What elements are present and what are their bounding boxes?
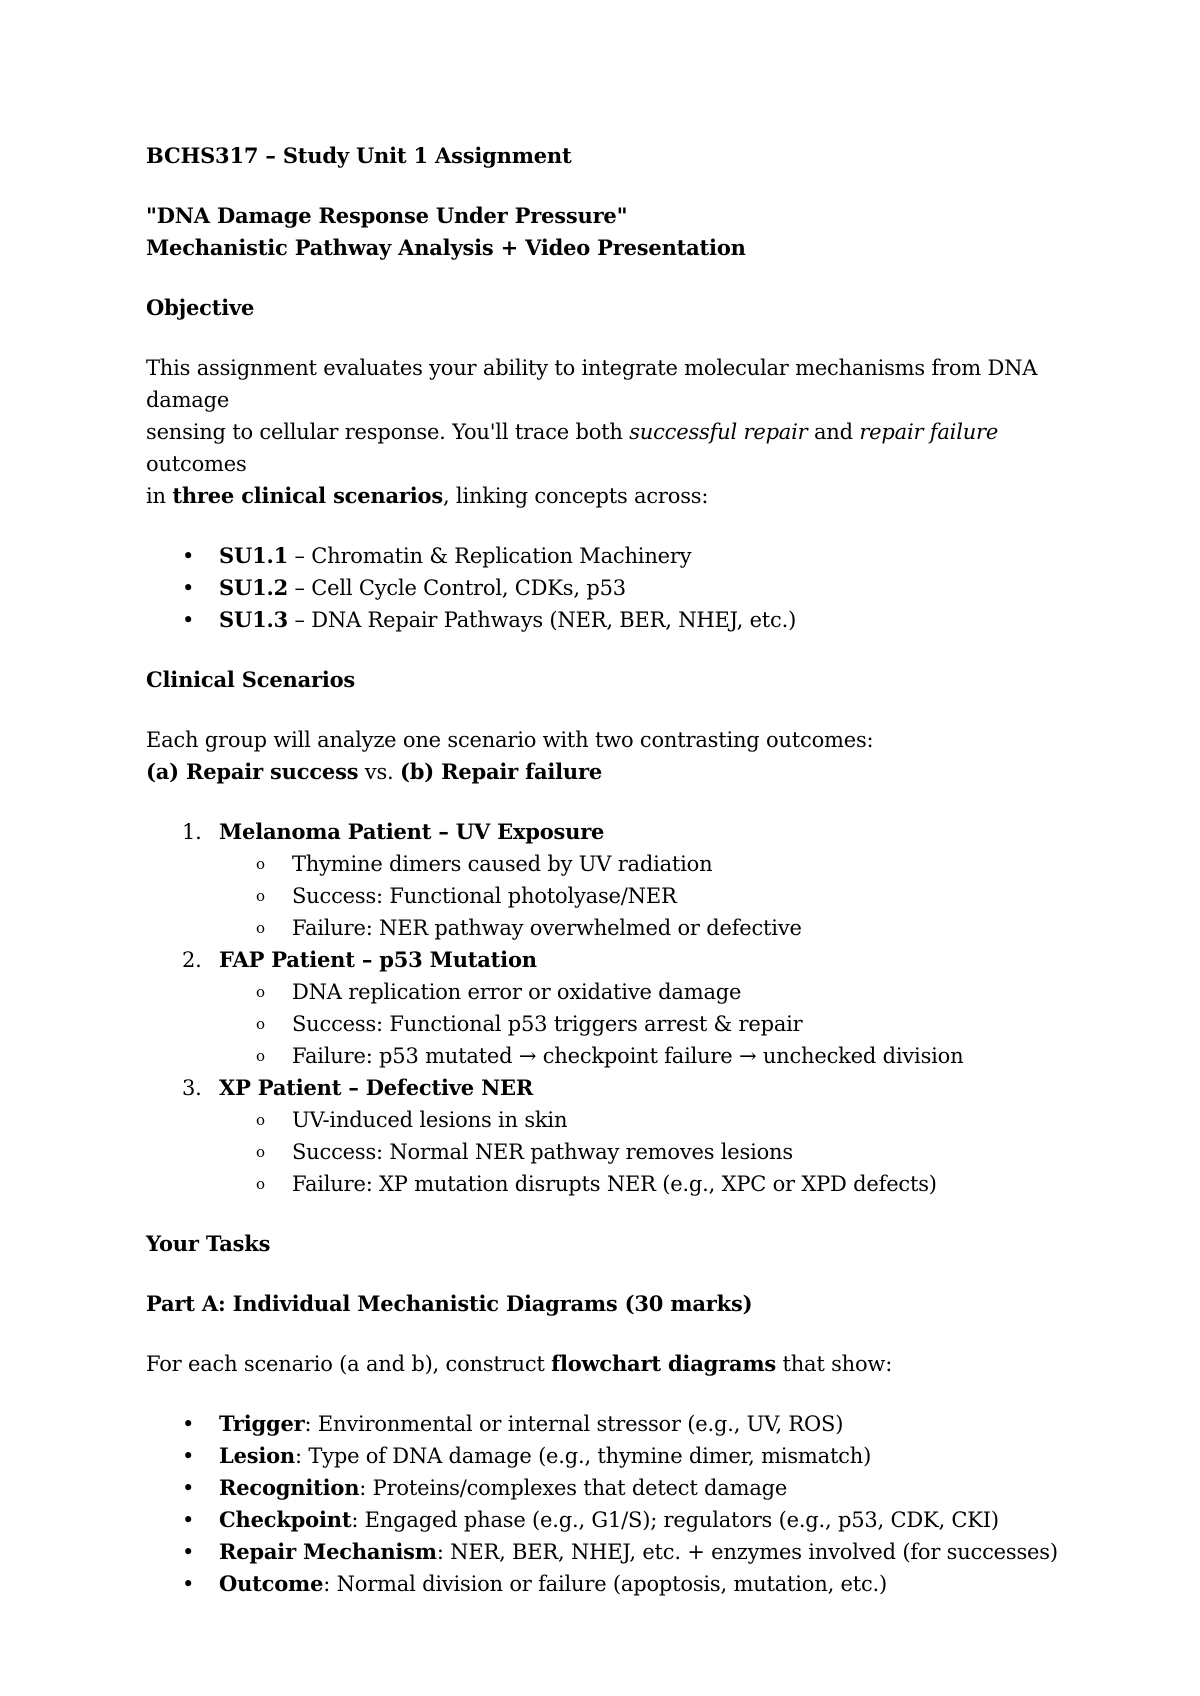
list-item: • Trigger: Environmental or internal stressor (e.g., UV, ROS) bbox=[146, 1408, 1096, 1440]
list-item: • Outcome: Normal division or failure (apoptosis, mutation, etc.) bbox=[146, 1568, 1096, 1600]
list-item: o Success: Functional photolyase/NER bbox=[146, 880, 1096, 912]
scenario-title: FAP Patient – p53 Mutation bbox=[219, 947, 537, 972]
document-title: BCHS317 – Study Unit 1 Assignment bbox=[146, 143, 572, 168]
objective-paragraph bbox=[146, 352, 1096, 512]
list-item: o UV-induced lesions in skin bbox=[146, 1104, 1096, 1136]
objective-line-1: This assignment evaluates your ability to integrate molecular mechanisms from DNA damage bbox=[146, 356, 1038, 412]
tasks-heading: Your Tasks bbox=[146, 1231, 271, 1256]
scenario-points bbox=[219, 848, 1096, 944]
objective-line-2: sensing to cellular response. You'll trace both successful repair and repair failure outcomes bbox=[146, 420, 999, 476]
scenario-points bbox=[219, 976, 1096, 1072]
list-item: 1. Melanoma Patient – UV Exposure o Thymine dimers caused by UV radiation o Success: Functional photolyase/NER o Failure: NER pathway overwhelmed or defective bbox=[146, 816, 1096, 944]
list-item: 2. FAP Patient – p53 Mutation o DNA replication error or oxidative damage o Success: Functional p53 triggers arrest & repair o Failure: p53 mutated → checkpoint failure → unchecked division bbox=[146, 944, 1096, 1072]
diagram-elements-list bbox=[146, 1408, 1096, 1600]
assignment-subtitle: "DNA Damage Response Under Pressure" bbox=[146, 203, 628, 228]
emphasis-successful-repair: successful repair bbox=[629, 420, 808, 444]
list-item: • SU1.1 – Chromatin & Replication Machinery bbox=[146, 540, 1096, 572]
list-item: • Recognition: Proteins/complexes that detect damage bbox=[146, 1472, 1096, 1504]
scenarios-intro: Each group will analyze one scenario with two contrasting outcomes: bbox=[146, 728, 874, 752]
list-item: o Success: Normal NER pathway removes lesions bbox=[146, 1136, 1096, 1168]
list-item: • Checkpoint: Engaged phase (e.g., G1/S); regulators (e.g., p53, CDK, CKI) bbox=[146, 1504, 1096, 1536]
assignment-format: Mechanistic Pathway Analysis + Video Presentation bbox=[146, 235, 746, 260]
list-item: 3. XP Patient – Defective NER o UV-induced lesions in skin o Success: Normal NER pathway removes lesions o Failure: XP mutation disrupts NER (e.g., XPC or XPD defects) bbox=[146, 1072, 1096, 1200]
scenario-title: Melanoma Patient – UV Exposure bbox=[219, 819, 605, 844]
emphasis-repair-failure: repair failure bbox=[859, 420, 999, 444]
emphasis-flowchart: flowchart diagrams bbox=[551, 1351, 777, 1376]
part-a-heading: Part A: Individual Mechanistic Diagrams (30 marks) bbox=[146, 1291, 753, 1316]
study-unit-list bbox=[146, 540, 1096, 636]
scenarios-contrast: (a) Repair success vs. (b) Repair failure bbox=[146, 759, 603, 784]
list-item: o Thymine dimers caused by UV radiation bbox=[146, 848, 1096, 880]
part-a-intro: For each scenario (a and b), construct flowchart diagrams that show: bbox=[146, 1351, 893, 1376]
list-item: o Failure: NER pathway overwhelmed or defective bbox=[146, 912, 1096, 944]
list-item: • SU1.3 – DNA Repair Pathways (NER, BER, NHEJ, etc.) bbox=[146, 604, 1096, 636]
list-item: o Failure: p53 mutated → checkpoint failure → unchecked division bbox=[146, 1040, 1096, 1072]
objective-heading: Objective bbox=[146, 295, 255, 320]
scenario-points bbox=[219, 1104, 1096, 1200]
list-item: • Lesion: Type of DNA damage (e.g., thymine dimer, mismatch) bbox=[146, 1440, 1096, 1472]
document-body bbox=[146, 140, 1096, 1600]
emphasis-three-scenarios: three clinical scenarios bbox=[172, 483, 443, 508]
scenarios-heading: Clinical Scenarios bbox=[146, 667, 356, 692]
list-item: • SU1.2 – Cell Cycle Control, CDKs, p53 bbox=[146, 572, 1096, 604]
list-item: • Repair Mechanism: NER, BER, NHEJ, etc. + enzymes involved (for successes) bbox=[146, 1536, 1096, 1568]
list-item: o Failure: XP mutation disrupts NER (e.g., XPC or XPD defects) bbox=[146, 1168, 1096, 1200]
scenario-title: XP Patient – Defective NER bbox=[219, 1075, 534, 1100]
scenario-list bbox=[146, 816, 1096, 1200]
list-item: o DNA replication error or oxidative damage bbox=[146, 976, 1096, 1008]
list-item: o Success: Functional p53 triggers arrest & repair bbox=[146, 1008, 1096, 1040]
objective-line-3: in three clinical scenarios, linking concepts across: bbox=[146, 483, 709, 508]
